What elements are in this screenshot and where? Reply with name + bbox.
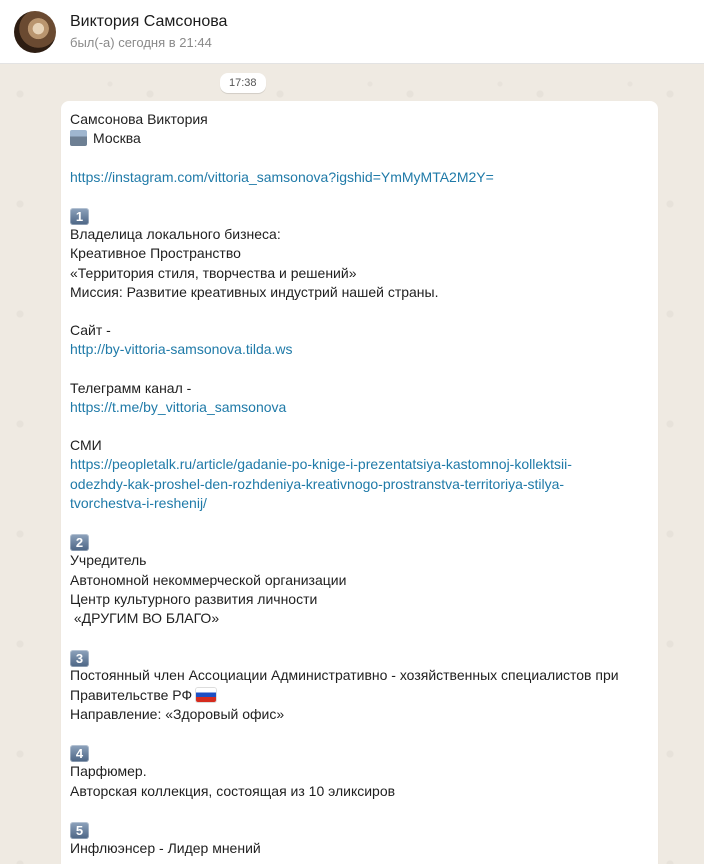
message-line: Авторская коллекция, состоящая из 10 эликсиров xyxy=(70,782,396,799)
site-label: Сайт - xyxy=(70,322,111,339)
message-text: Правительстве РФ xyxy=(70,686,193,703)
message-line: Постоянный член Ассоциации Административно - хозяйственных специалистов при xyxy=(70,667,619,684)
message-line: Учредитель xyxy=(70,552,147,569)
number-3-icon xyxy=(70,647,649,666)
media-link[interactable]: odezhdy-kak-proshel-den-rozhdeniya-kreativnogo-prostranstva-territoriya-stilya- xyxy=(70,475,565,492)
blank-line xyxy=(70,359,649,378)
blank-line xyxy=(70,148,649,167)
blank-line xyxy=(70,724,649,743)
avatar[interactable] xyxy=(14,11,56,53)
message-line: Владелица локального бизнеса: xyxy=(70,226,281,243)
number-1-icon xyxy=(70,206,649,225)
time-chip: 17:38 xyxy=(220,73,266,93)
number-4-icon xyxy=(70,743,649,762)
message-line: Миссия: Развитие креативных индустрий нашей страны. xyxy=(70,283,439,300)
russia-flag-icon xyxy=(196,688,216,702)
instagram-link[interactable]: https://instagram.com/vittoria_samsonova?igshid=YmMyMTA2M2Y= xyxy=(70,168,494,185)
message-name-line: Самсонова Виктория xyxy=(70,111,208,127)
media-link[interactable]: tvorchestva-i-reshenij/ xyxy=(70,494,207,511)
chat-area[interactable] xyxy=(0,64,704,864)
blank-line xyxy=(70,302,649,321)
blank-line xyxy=(70,801,649,820)
contact-status: был(-а) сегодня в 21:44 xyxy=(70,35,212,50)
message-line: «ДРУГИМ ВО БЛАГО» xyxy=(70,609,220,626)
message-line: Направление: «Здоровый офис» xyxy=(70,705,285,722)
message-line: Автономной некоммерческой организации xyxy=(70,571,347,588)
site-link[interactable]: http://by-vittoria-samsonova.tilda.ws xyxy=(70,341,293,358)
message-line: Парфюмер. xyxy=(70,763,147,780)
city-text: Москва xyxy=(93,130,141,147)
message-line xyxy=(70,686,649,705)
telegram-link[interactable]: https://t.me/by_vittoria_samsonova xyxy=(70,398,287,415)
blank-line xyxy=(70,417,649,436)
blank-line xyxy=(70,513,649,532)
keycap-1-icon: 1 xyxy=(70,208,89,225)
keycap-5-icon: 5 xyxy=(70,822,89,839)
cityscape-icon xyxy=(70,130,87,146)
number-5-icon xyxy=(70,820,649,839)
media-label: СМИ xyxy=(70,437,102,454)
message-line: «Территория стиля, творчества и решений» xyxy=(70,264,357,281)
city-line xyxy=(70,129,649,148)
keycap-4-icon: 4 xyxy=(70,745,89,762)
number-2-icon xyxy=(70,532,649,551)
blank-line xyxy=(70,187,649,206)
chat-header xyxy=(0,0,704,64)
keycap-2-icon: 2 xyxy=(70,534,89,551)
contact-name[interactable]: Виктория Самсонова xyxy=(70,13,228,30)
blank-line xyxy=(70,628,649,647)
message-line: Центр культурного развития личности xyxy=(70,590,318,607)
media-link[interactable]: https://peopletalk.ru/article/gadanie-po-knige-i-prezentatsiya-kastomnoj-kollektsii- xyxy=(70,456,572,473)
telegram-label: Телеграмм канал - xyxy=(70,379,192,396)
message-line: Инфлюэнсер - Лидер мнений xyxy=(70,840,261,857)
message-bubble xyxy=(61,101,658,864)
message-line: Креативное Пространство xyxy=(70,245,241,262)
keycap-3-icon: 3 xyxy=(70,650,89,667)
